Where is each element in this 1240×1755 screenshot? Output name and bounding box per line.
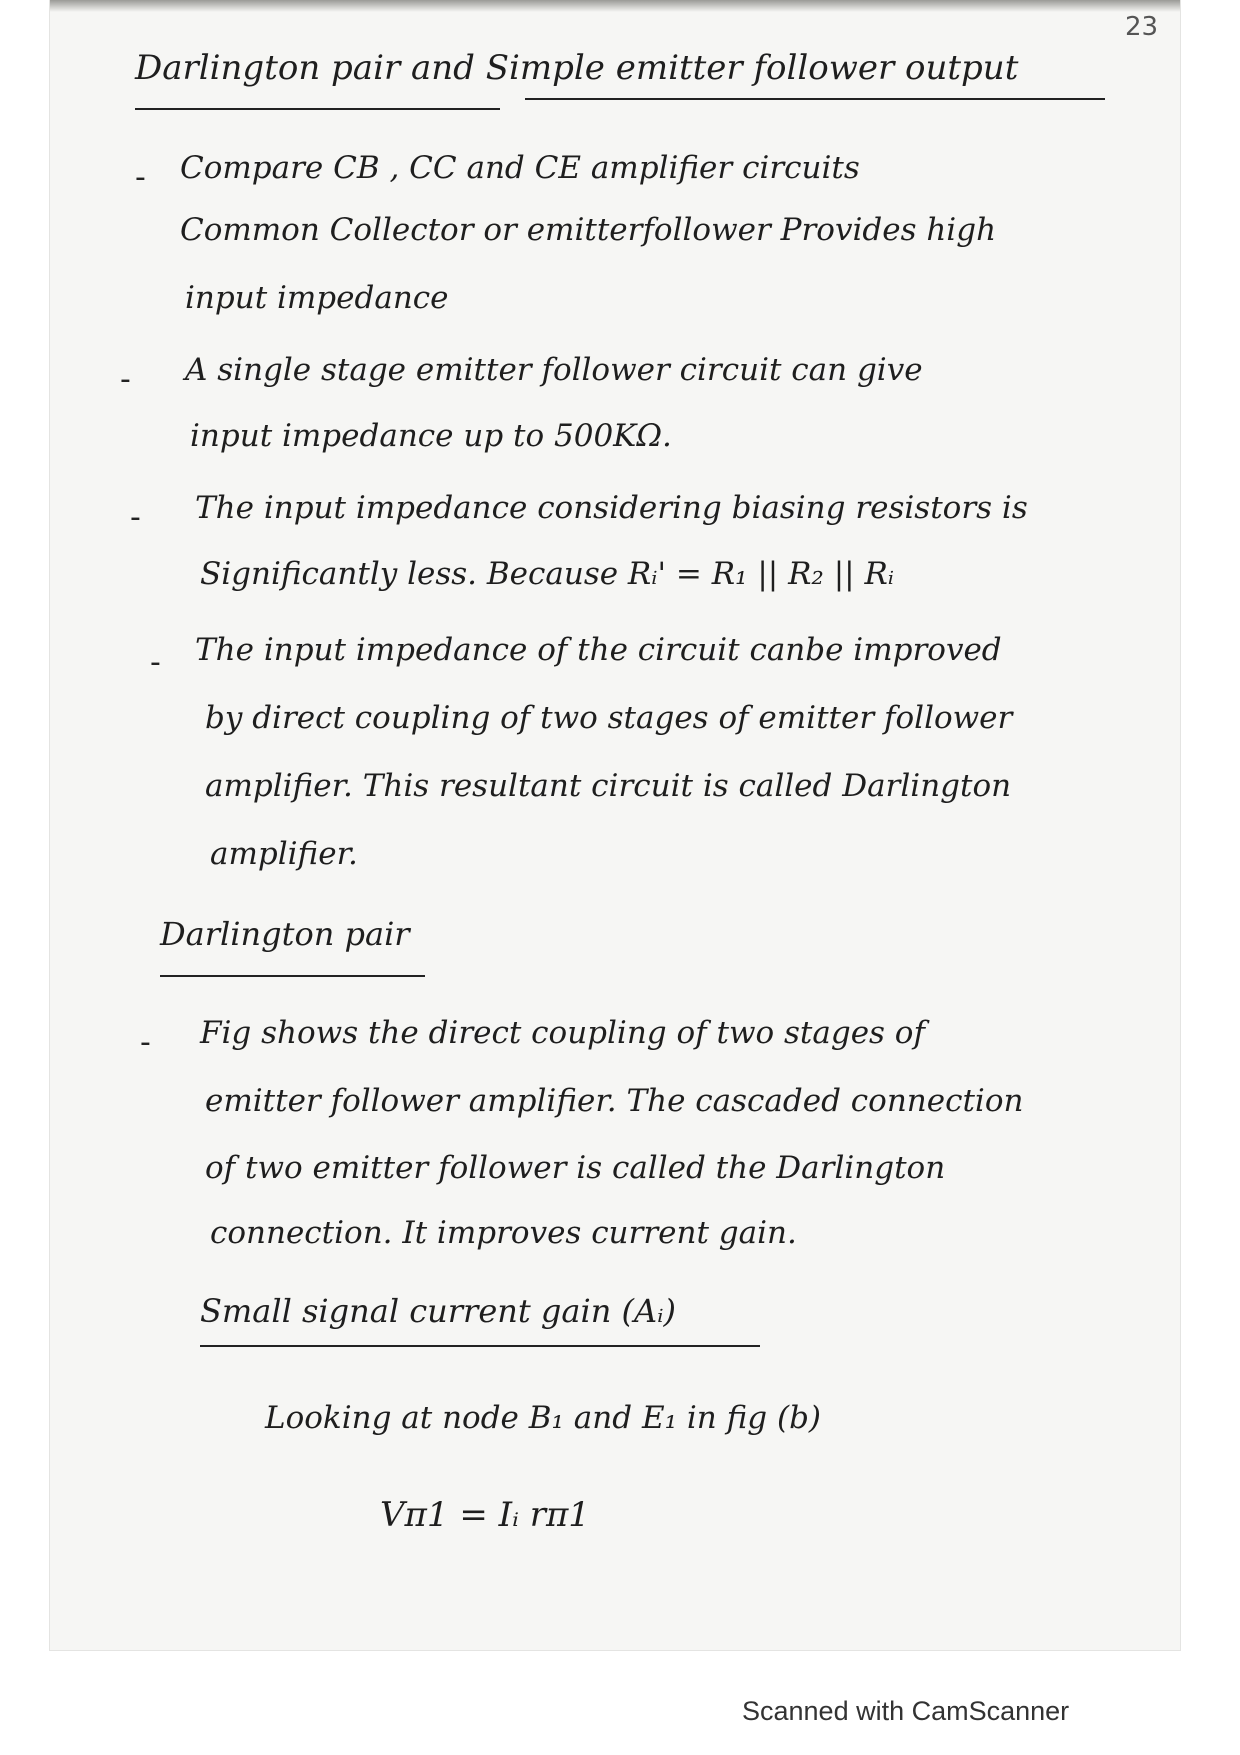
gain-heading: Small signal current gain (Aᵢ) xyxy=(200,1292,677,1330)
bullet-3-line-1: The input impedance considering biasing resistors is xyxy=(195,490,1028,526)
darlington-line-4: connection. It improves current gain. xyxy=(210,1215,797,1251)
darlington-line-3: of two emitter follower is called the Darlington xyxy=(205,1150,946,1186)
bullet-4-line-3: amplifier. This resultant circuit is called Darlington xyxy=(205,768,1012,804)
bullet-dash: - xyxy=(130,500,141,535)
bullet-2-line-2: input impedance up to 500KΩ. xyxy=(190,418,672,454)
bullet-dash: - xyxy=(120,362,131,397)
darlington-heading-underline xyxy=(160,975,425,977)
bullet-4-line-1: The input impedance of the circuit canbe improved xyxy=(195,632,1002,668)
title-underline-right xyxy=(525,98,1105,100)
bullet-dash: - xyxy=(150,645,161,680)
title-underline-left xyxy=(135,108,500,110)
bullet-dash: - xyxy=(135,160,146,195)
equation: Vπ1 = Iᵢ rπ1 xyxy=(380,1495,590,1535)
bullet-1-line-3: input impedance xyxy=(185,280,449,316)
page-title: Darlington pair and Simple emitter follower output xyxy=(135,48,1019,88)
gain-text: Looking at node B₁ and E₁ in fig (b) xyxy=(265,1400,822,1436)
darlington-line-2: emitter follower amplifier. The cascaded connection xyxy=(205,1083,1024,1119)
page-number: 23 xyxy=(1125,12,1159,42)
darlington-heading: Darlington pair xyxy=(160,915,410,953)
page-edge-shadow xyxy=(50,0,1180,12)
bullet-4-line-4: amplifier. xyxy=(210,836,358,872)
bullet-4-line-2: by direct coupling of two stages of emitter follower xyxy=(205,700,1013,736)
scanner-watermark: Scanned with CamScanner xyxy=(742,1696,1070,1726)
bullet-3-line-2: Significantly less. Because Rᵢ' = R₁ || R₂ || Rᵢ xyxy=(200,556,895,592)
bullet-2-line-1: A single stage emitter follower circuit can give xyxy=(185,352,923,388)
gain-heading-underline xyxy=(200,1345,760,1347)
bullet-1-line-2: Common Collector or emitterfollower Provides high xyxy=(180,212,997,248)
darlington-line-1: Fig shows the direct coupling of two stages of xyxy=(200,1015,925,1051)
bullet-1-line-1: Compare CB , CC and CE amplifier circuits xyxy=(180,150,860,186)
bullet-dash: - xyxy=(140,1025,151,1060)
